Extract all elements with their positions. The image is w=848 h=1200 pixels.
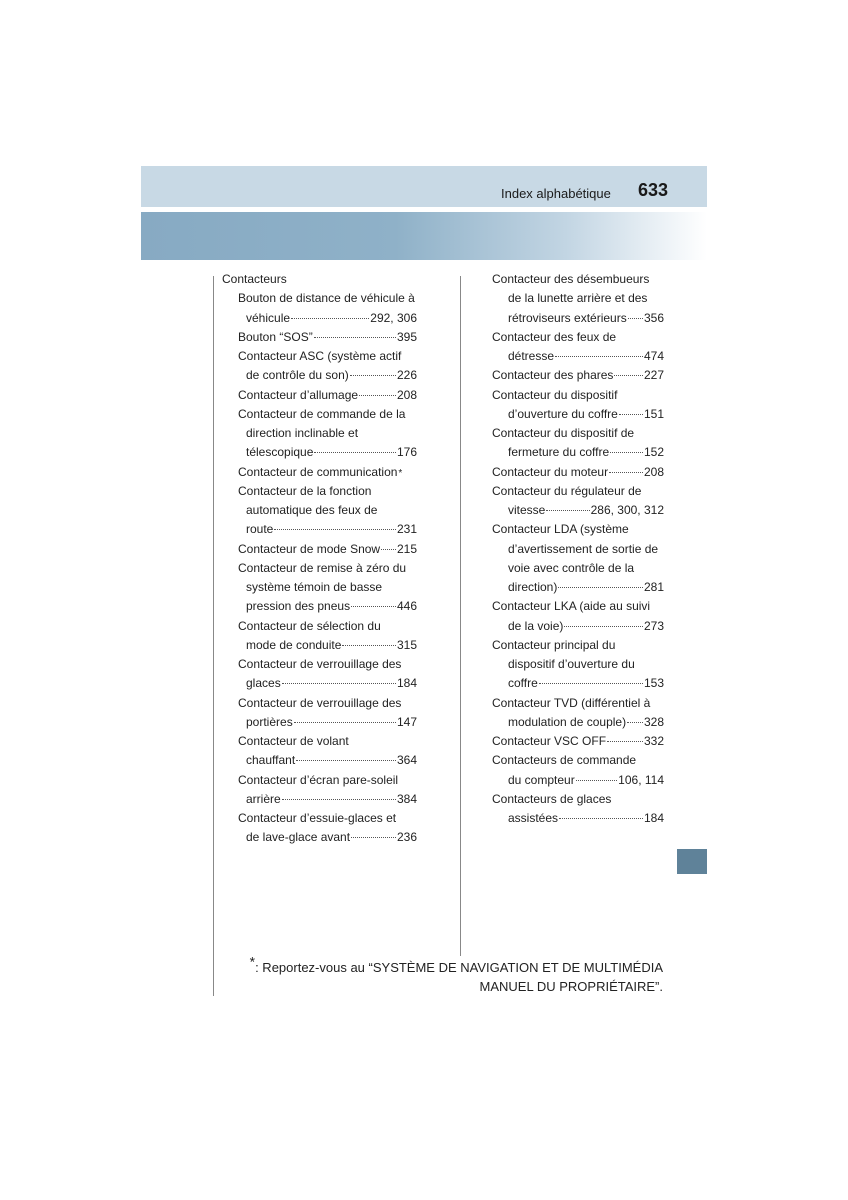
index-entry-label: de lave-glace avant [246,830,351,845]
index-entry-label: portières [246,714,293,729]
page-reference: 292, 306 [370,310,417,325]
left-column-rule [213,276,214,996]
footnote-marker: * [249,953,256,970]
index-entry [484,674,664,693]
index-entry [484,463,664,482]
index-entry-label: du compteur [508,772,575,787]
index-heading: Contacteurs [222,272,287,286]
page-reference: 273 [643,618,664,633]
index-entry-line: de la lunette arrière et des [508,291,648,306]
index-entry-line: Bouton de distance de véhicule à [238,291,415,306]
index-entry-line: direction inclinable et [246,426,359,440]
index-entry [484,405,664,424]
index-entry-label: détresse [508,349,555,363]
page-reference: 474 [643,349,664,363]
page-reference: 364 [396,753,417,768]
index-entry-line: Contacteur de remise à zéro du [238,560,407,575]
page-reference: 231 [396,522,417,537]
page-reference: 446 [396,599,417,614]
page-reference: 281 [643,580,664,594]
leader-dots [558,587,643,588]
index-entry-line: Contacteur LKA (aide au suivi [492,599,651,614]
leader-dots [607,741,643,742]
index-entry [484,617,664,636]
index-entry-line: Contacteur TVD (différentiel à [492,695,651,710]
index-entry [222,520,417,539]
leader-dots [359,395,396,396]
page-reference: 184 [396,676,417,691]
leader-dots [314,337,396,338]
index-entry [484,366,664,385]
index-entry [222,790,417,809]
section-title: Index alphabétique [501,186,611,201]
page-reference: 328 [643,714,664,729]
index-entry-line: Contacteur de commande de la [238,406,406,421]
index-entry [484,713,664,732]
index-entry: Contacteur de communication * [222,463,417,482]
index-entry-line: système témoin de basse [246,580,383,594]
page-reference: 106, 114 [618,772,664,787]
index-entry-line: Contacteur de verrouillage des [238,657,402,671]
index-entry-line: Contacteur des feux de [492,329,617,344]
leader-dots [619,414,643,415]
header-gradient-band [141,212,707,260]
header-bar [141,166,707,207]
leader-dots [628,318,643,319]
index-entry-label: Contacteur de mode Snow [238,541,381,556]
page-reference: 215 [396,541,417,556]
index-entry [222,366,417,385]
index-entry-label: Contacteur d’allumage [238,387,359,402]
page-reference: 176 [396,445,417,460]
page-reference: 226 [396,368,417,383]
index-entry-line: automatique des feux de [246,503,378,517]
index-entry [222,636,417,655]
index-entry-label: route [246,522,274,537]
index-entry-label: Bouton “SOS” [238,329,313,344]
index-entry-line: Contacteur du régulateur de [492,483,642,498]
index-entry-label: pression des pneus [246,599,351,614]
footnote-line-2: MANUEL DU PROPRIÉTAIRE”. [479,979,663,994]
index-entry [222,328,417,347]
index-entry [484,347,664,366]
index-entry-line: Contacteur de verrouillage des [238,695,402,710]
leader-dots [609,472,643,473]
page-reference: 151 [643,406,664,421]
leader-dots [351,837,396,838]
index-entry [222,828,417,847]
index-entry-line: voie avec contrôle de la [508,560,635,575]
index-entry-label: Contacteur du moteur [492,464,609,479]
index-entry [222,309,417,328]
page-reference: 286, 300, 312 [590,503,664,517]
index-entry-label: d’ouverture du coffre [508,406,618,421]
index-entry-label: Contacteur des phares [492,368,614,383]
page-reference: 332 [643,734,664,748]
index-entry-label: vitesse [508,503,546,517]
leader-dots [294,722,396,723]
index-entry-line: Contacteurs de commande [492,753,637,768]
index-entry [484,771,664,790]
index-entry-label: direction) [508,580,558,594]
index-entry-line: dispositif d’ouverture du [508,657,635,671]
index-entry-line: Contacteur du dispositif [492,387,618,402]
leader-dots [314,452,396,453]
page-reference: 208 [396,387,417,402]
page-reference: 184 [643,811,664,825]
index-entry [484,309,664,328]
leader-dots [282,799,396,800]
index-entry [484,578,664,597]
index-entry-label: télescopique [246,445,314,460]
index-entry-line: Contacteur ASC (système actif [238,349,402,363]
leader-dots [350,375,396,376]
index-entry-label: assistées [508,811,559,825]
index-entry-line: Contacteurs de glaces [492,791,612,806]
page-reference: 384 [396,791,417,806]
index-entry-label: coffre [508,676,538,691]
column-divider [460,276,461,956]
page-reference: 152 [643,445,664,460]
index-entry-label: Contacteur VSC OFF [492,734,607,748]
leader-dots [539,683,643,684]
index-entry [222,540,417,559]
page-reference: 315 [396,637,417,652]
leader-dots [296,760,396,761]
leader-dots [351,606,396,607]
index-entry-line: Contacteur de volant [238,734,349,748]
index-entry [222,751,417,770]
page-number: 633 [638,180,669,200]
index-entry-label: mode de conduite [246,637,342,652]
index-column-left [222,270,417,848]
index-entry-line: Contacteur de la fonction [238,483,372,498]
index-entry-label: chauffant [246,753,296,768]
chapter-side-tab [677,849,707,874]
index-entry-label: rétroviseurs extérieurs [508,310,627,325]
leader-dots [555,356,643,357]
index-entry-label: arrière [246,791,281,806]
leader-dots [559,818,643,819]
index-entry-line: Contacteur principal du [492,637,616,652]
page-reference: 153 [643,676,664,691]
index-entry-label: de la voie) [508,618,564,633]
index-entry [222,674,417,693]
leader-dots [576,780,617,781]
leader-dots [282,683,396,684]
leader-dots [342,645,396,646]
leader-dots [627,722,643,723]
page-reference: 356 [643,310,664,325]
leader-dots [564,626,643,627]
index-entry-line: Contacteur de sélection du [238,618,381,633]
leader-dots [546,510,589,511]
page-reference: 395 [396,329,417,344]
leader-dots [610,452,643,453]
page-reference: 236 [396,830,417,845]
index-entry-label: véhicule [246,310,291,325]
page-reference: 147 [396,714,417,729]
footnote [223,953,663,996]
index-entry-line: Contacteur d’écran pare-soleil [238,772,399,787]
index-entry [484,732,664,751]
index-entry-label: fermeture du coffre [508,445,610,460]
index-column-right [484,270,664,828]
index-entry-line: d’avertissement de sortie de [508,541,659,556]
leader-dots [274,529,396,530]
index-entry-label: glaces [246,676,281,691]
index-entry [222,443,417,462]
footnote-line-1: : Reportez-vous au “SYSTÈME DE NAVIGATION ET DE MULTIMÉDIA [255,960,663,975]
page-reference: 227 [643,368,664,383]
index-entry [484,443,664,462]
index-entry [484,501,664,520]
index-entry-line: Contacteur d’essuie-glaces et [238,811,397,825]
index-entry [484,809,664,828]
index-entry [222,597,417,616]
index-entry-label: de contrôle du son) [246,368,349,383]
index-entry-label: modulation de couple) [508,714,627,729]
index-entry-label: Contacteur de communication [238,464,398,479]
index-entry [222,386,417,405]
index-entry-line: Contacteur du dispositif de [492,426,635,440]
page-reference: 208 [643,464,664,479]
index-entry-line: Contacteur LDA (système [492,522,629,537]
index-entry [222,713,417,732]
leader-dots [291,318,369,319]
leader-dots [381,549,396,550]
leader-dots [614,375,643,376]
index-entry-line: Contacteur des désembueurs [492,272,650,286]
